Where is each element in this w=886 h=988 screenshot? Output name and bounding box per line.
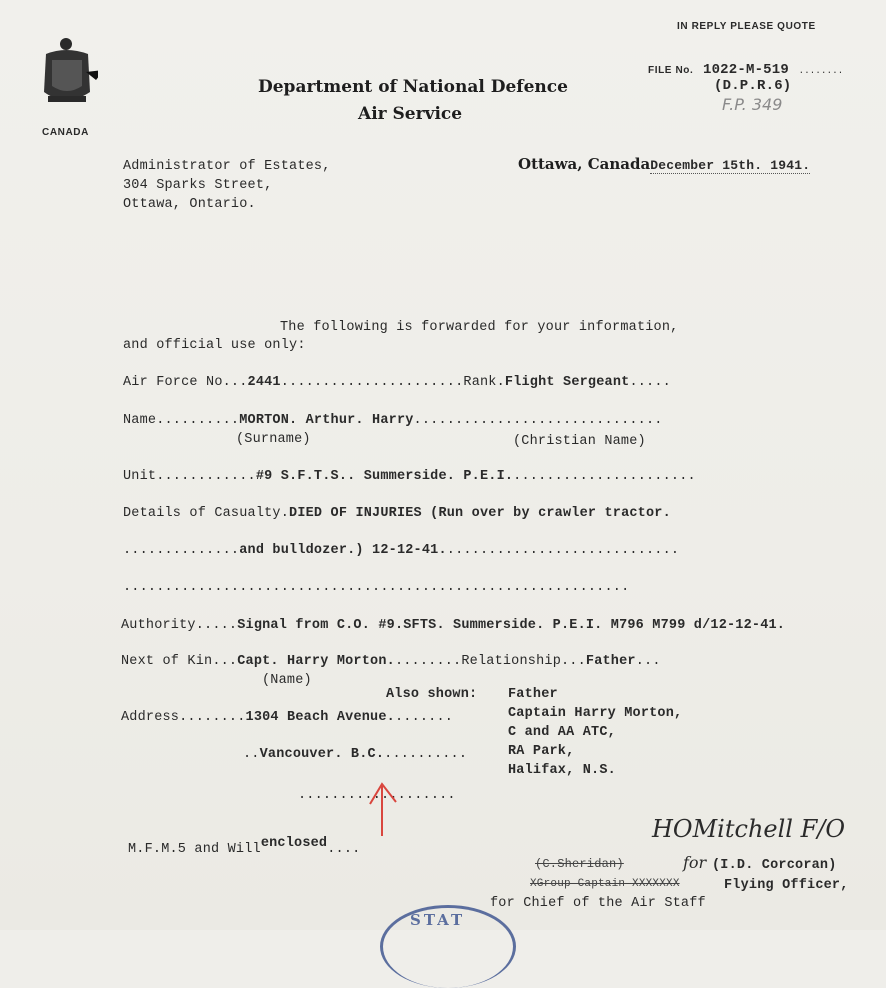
address-row-2 — [243, 747, 467, 762]
nok-caption: (Name) — [262, 673, 312, 688]
alt-address-line-1: Father — [508, 687, 558, 702]
dots: ........ — [394, 654, 462, 669]
dots: ...................... — [280, 375, 464, 390]
also-shown-label: Also shown: — [386, 687, 478, 702]
air-force-no-value: 2441 — [247, 375, 281, 390]
file-sub: (D.P.R.6) — [714, 78, 792, 94]
unit-label: Unit............ — [123, 469, 256, 484]
casualty-row-1 — [123, 506, 671, 521]
reply-notice: IN REPLY PLEASE QUOTE — [677, 21, 816, 32]
signatory-name: (I.D. Corcoran) — [712, 858, 837, 873]
next-of-kin-value: Capt. Harry Morton. — [237, 654, 395, 669]
authority-row — [121, 618, 785, 633]
address-line-1: 1304 Beach Avenue. — [245, 710, 395, 725]
red-arrow-icon — [368, 780, 398, 840]
alt-address-line-5: Halifax, N.S. — [508, 763, 616, 778]
for-mark: for — [683, 853, 707, 872]
enclosure-row — [128, 836, 361, 857]
rank-value: Flight Sergeant — [504, 375, 630, 390]
name-value: MORTON. Arthur. Harry — [239, 413, 414, 428]
relationship-label: Relationship... — [461, 654, 586, 669]
dots: ....... — [394, 710, 454, 725]
pencil-note: F.P. 349 — [722, 95, 783, 114]
address-line-2: Vancouver. B.C. — [259, 747, 385, 762]
file-number — [648, 60, 843, 78]
dots: ............................ — [446, 543, 680, 558]
surname-caption: (Surname) — [236, 432, 311, 447]
alt-address-line-4: RA Park, — [508, 744, 575, 759]
dots: ...................... — [513, 469, 696, 484]
name-label: Name.......... — [123, 413, 240, 428]
file-no-label: FILE No. — [648, 65, 694, 76]
intro-line-1: The following is forwarded for your information, — [280, 320, 679, 335]
place: Ottawa, Canada — [518, 155, 651, 173]
signatory-office: for Chief of the Air Staff — [490, 896, 706, 911]
name-row — [123, 413, 663, 428]
dots: .............. — [123, 543, 240, 558]
address-label: Address........ — [121, 710, 246, 725]
rank-label: Rank. — [463, 375, 505, 390]
casualty-row-2 — [123, 543, 679, 558]
christian-name-caption: (Christian Name) — [513, 434, 646, 449]
stamp-text: STAT — [410, 911, 466, 929]
alt-address-line-2: Captain Harry Morton, — [508, 706, 683, 721]
air-force-no-row — [123, 375, 671, 390]
address-row-1 — [121, 710, 453, 725]
file-no-value: 1022-M-519 — [702, 62, 789, 78]
addressee-line-2: 304 Sparks Street, — [123, 178, 273, 193]
next-of-kin-row — [121, 654, 661, 669]
addressee-line-1: Administrator of Estates, — [123, 159, 331, 174]
department-title: Department of National Defence — [258, 77, 568, 97]
struck-name: (C.Sheridan) — [535, 857, 624, 871]
air-force-no-label: Air Force No... — [123, 375, 248, 390]
date: December 15th. 1941. — [650, 158, 811, 173]
unit-value: #9 S.F.T.S.. Summerside. P.E.I. — [255, 469, 514, 484]
dots: ..... — [629, 375, 671, 390]
dots: .......... — [384, 747, 468, 762]
casualty-value-2: and bulldozer.) 12-12-41. — [239, 543, 447, 558]
enclosure-text: M.F.M.5 and Will — [128, 842, 261, 857]
alt-address-line-3: C and AA ATC, — [508, 725, 616, 740]
casualty-value-1: DIED OF INJURIES (Run over by crawler tractor. — [289, 506, 671, 521]
dots: ... — [635, 654, 661, 669]
dots: .............................. — [413, 413, 663, 428]
blank-line: ............................................................. — [123, 580, 630, 595]
dots: .... — [327, 842, 361, 857]
service-title: Air Service — [358, 104, 463, 124]
place-date — [518, 155, 810, 174]
relationship-value: Father — [585, 654, 636, 669]
next-of-kin-label: Next of Kin... — [121, 654, 238, 669]
unit-row — [123, 469, 696, 484]
dots: .. — [243, 747, 260, 762]
addressee-line-3: Ottawa, Ontario. — [123, 197, 256, 212]
authority-value: Signal from C.O. #9.SFTS. Summerside. P.E.I. M796 M799 d/12-12-41. — [237, 618, 786, 633]
struck-title: XGroup Captain XXXXXXX — [530, 878, 680, 890]
address-row-3: ................... — [298, 788, 456, 803]
authority-label: Authority..... — [121, 618, 238, 633]
casualty-label: Details of Casualty. — [123, 506, 290, 521]
intro-line-2: and official use only: — [123, 338, 306, 353]
country-label: CANADA — [42, 127, 89, 138]
coat-of-arms-icon — [38, 36, 98, 118]
enclosure-value: enclosed — [260, 836, 328, 851]
file-no-dots: ........ — [798, 66, 844, 76]
signatory-title: Flying Officer, — [724, 878, 849, 893]
handwritten-signature: HOMitchell F/O — [652, 815, 845, 843]
